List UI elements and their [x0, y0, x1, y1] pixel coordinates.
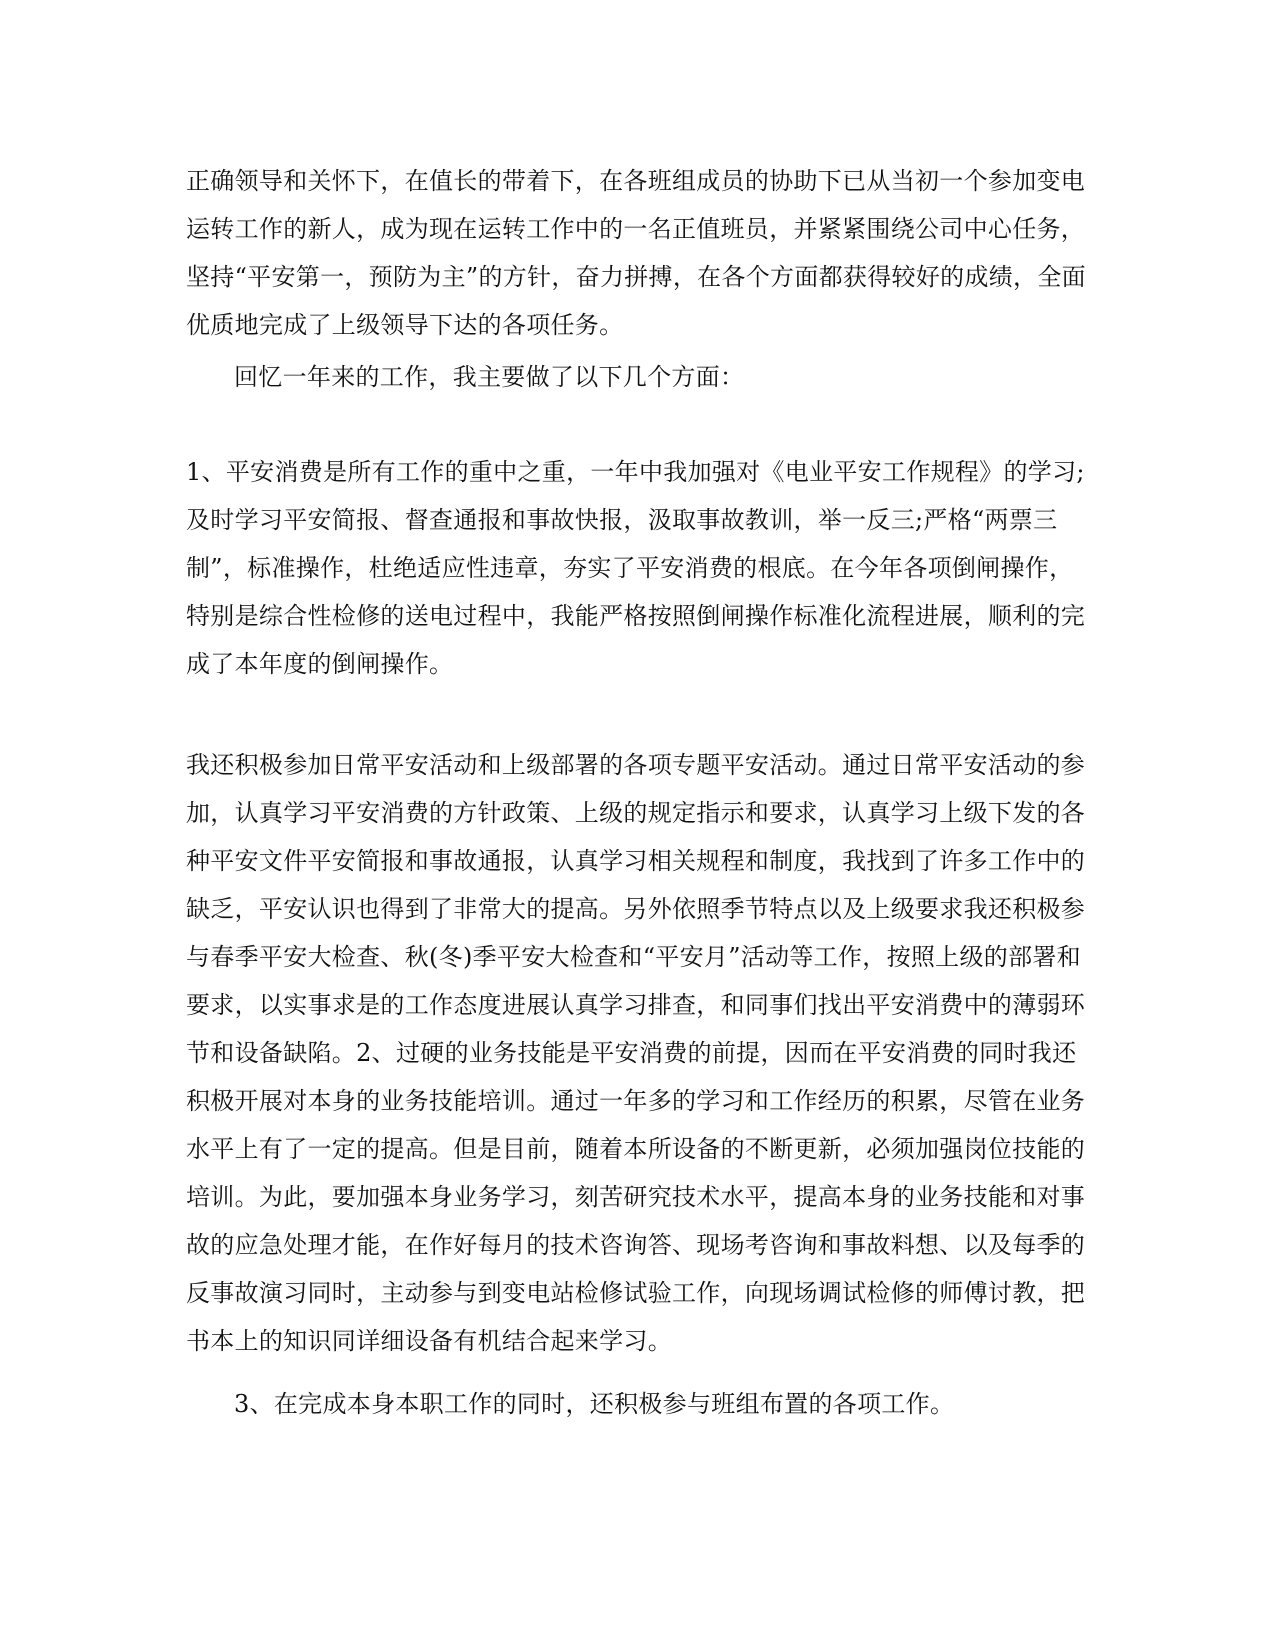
paragraph-review-heading: 回忆一年来的工作，我主要做了以下几个方面：: [234, 363, 745, 391]
paragraph-team-work: 3、在完成本身本职工作的同时，还积极参与班组布置的各项工作。: [234, 1390, 955, 1418]
paragraph-work-summary-intro: 正确领导和关怀下，在值长的带着下，在各班组成员的协助下已从当初一个参加变电运转工作的新人，成为现在运转工作中的一名正值班员，并紧紧围绕公司中心任务，坚持“平安第一，预防为主”的方针，奋力拼搏，在各个方面都获得较好的成绩，全面优质地完成了上级领导下达的各项任务。: [186, 167, 1086, 339]
paragraph-safety-activities-and-skills: 我还积极参加日常平安活动和上级部署的各项专题平安活动。通过日常平安活动的参加，认真学习平安消费的方针政策、上级的规定指示和要求，认真学习上级下发的各种平安文件平安简报和事故通报，认真学习相关规程和制度，我找到了许多工作中的缺乏，平安认识也得到了非常大的提高。另外依照季节特点以及上级要求我还积极参与春季平安大检查、秋(冬)季平安大检查和“平安月”活动等工作，按照上级的部署和要求，以实事求是的工作态度进展认真学习排查，和同事们找出平安消费中的薄弱环节和设备缺陷。2、过硬的业务技能是平安消费的前提，因而在平安消费的同时我还积极开展对本身的业务技能培训。通过一年多的学习和工作经历的积累，尽管在业务水平上有了一定的提高。但是目前，随着本所设备的不断更新，必须加强岗位技能的培训。为此，要加强本身业务学习，刻苦研究技术水平，提高本身的业务技能和对事故的应急处理才能，在作好每月的技术咨询答、现场考咨询和事故料想、以及每季的反事故演习同时，主动参与到变电站检修试验工作，向现场调试检修的师傅讨教，把书本上的知识同详细设备有机结合起来学习。: [186, 751, 1086, 1355]
paragraph-safety-production: 1、平安消费是所有工作的重中之重，一年中我加强对《电业平安工作规程》的学习;及时学习平安简报、督查通报和事故快报，汲取事故教训，举一反三;严格“两票三制”，标准操作，杜绝适应性违章，夯实了平安消费的根底。在今年各项倒闸操作，特别是综合性检修的送电过程中，我能严格按照倒闸操作标准化流程进展，顺利的完成了本年度的倒闸操作。: [186, 458, 1086, 678]
